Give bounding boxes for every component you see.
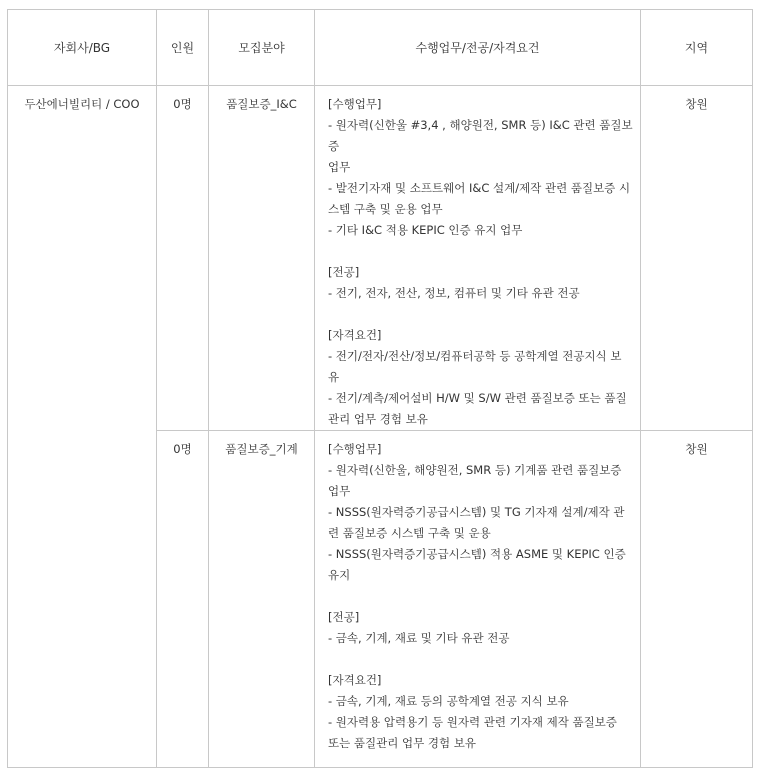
duty-line: - 발전기자재 및 소프트웨어 I&C 설계/제작 관련 품질보증 시 bbox=[328, 181, 631, 195]
header-duties: 수행업무/전공/자격요건 bbox=[315, 10, 641, 86]
region: 창원 bbox=[685, 442, 708, 456]
company-name: 두산에너빌리티 / COO bbox=[24, 97, 140, 111]
headcount: 0명 bbox=[173, 442, 192, 456]
recruit-field: 품질보증_I&C bbox=[226, 97, 297, 111]
qualification-line: - 원자력용 압력용기 등 원자력 관련 기자재 제작 품질보증 bbox=[328, 715, 617, 729]
qualification-line: - 전기/계측/제어설비 H/W 및 S/W 관련 품질보증 또는 품질 bbox=[328, 391, 627, 405]
recruitment-table bbox=[7, 9, 753, 768]
recruit-field: 품질보증_기계 bbox=[225, 442, 298, 456]
duties-block bbox=[328, 439, 634, 586]
duty-line: 련 품질보증 시스템 구축 및 운용 bbox=[328, 526, 491, 540]
qualification-line: 유 bbox=[328, 370, 340, 384]
field-cell bbox=[209, 431, 315, 768]
region-cell bbox=[641, 431, 753, 768]
duty-line: - NSSS(원자력증기공급시스템) 및 TG 기자재 설계/제작 관 bbox=[328, 505, 625, 519]
table-header-row bbox=[8, 10, 753, 86]
duties-cell bbox=[315, 86, 641, 431]
major-header: [전공] bbox=[328, 265, 360, 279]
duties-cell bbox=[315, 431, 641, 768]
duty-line: - 원자력(신한울 #3,4 , 해양원전, SMR 등) I&C 관련 품질보증 bbox=[328, 118, 633, 153]
qualification-line: 관리 업무 경험 보유 bbox=[328, 412, 428, 426]
table-row bbox=[8, 86, 753, 431]
major-line: - 전기, 전자, 전산, 정보, 컴퓨터 및 기타 유관 전공 bbox=[328, 286, 580, 300]
qualification-line: - 전기/전자/전산/정보/컴퓨터공학 등 공학계열 전공지식 보 bbox=[328, 349, 622, 363]
qualification-line: 또는 품질관리 업무 경험 보유 bbox=[328, 736, 476, 750]
count-cell bbox=[157, 86, 209, 431]
header-count: 인원 bbox=[157, 10, 209, 86]
field-cell bbox=[209, 86, 315, 431]
duty-line: 업무 bbox=[328, 160, 351, 174]
major-line: - 금속, 기계, 재료 및 기타 유관 전공 bbox=[328, 631, 510, 645]
duty-line: - 원자력(신한울, 해양원전, SMR 등) 기계품 관련 품질보증 bbox=[328, 463, 622, 477]
header-region: 지역 bbox=[641, 10, 753, 86]
header-company: 자회사/BG bbox=[8, 10, 157, 86]
qualification-header: [자격요건] bbox=[328, 328, 382, 342]
duty-line: - NSSS(원자력증기공급시스템) 적용 ASME 및 KEPIC 인증 bbox=[328, 547, 626, 561]
qualification-block bbox=[328, 670, 634, 754]
qualification-header: [자격요건] bbox=[328, 673, 382, 687]
duties-block bbox=[328, 94, 634, 241]
duty-line: - 기타 I&C 적용 KEPIC 인증 유지 업무 bbox=[328, 223, 523, 237]
count-cell bbox=[157, 431, 209, 768]
duty-line: 유지 bbox=[328, 568, 351, 582]
region-cell bbox=[641, 86, 753, 431]
major-block bbox=[328, 262, 634, 304]
region: 창원 bbox=[685, 97, 708, 111]
qualification-line: - 금속, 기계, 재료 등의 공학계열 전공 지식 보유 bbox=[328, 694, 569, 708]
qualification-block bbox=[328, 325, 634, 430]
duty-line: 업무 bbox=[328, 484, 351, 498]
header-field: 모집분야 bbox=[209, 10, 315, 86]
headcount: 0명 bbox=[173, 97, 192, 111]
duty-line: 스템 구축 및 운용 업무 bbox=[328, 202, 443, 216]
major-block bbox=[328, 607, 634, 649]
major-header: [전공] bbox=[328, 610, 360, 624]
duties-header: [수행업무] bbox=[328, 97, 382, 111]
company-cell bbox=[8, 86, 157, 768]
duties-header: [수행업무] bbox=[328, 442, 382, 456]
